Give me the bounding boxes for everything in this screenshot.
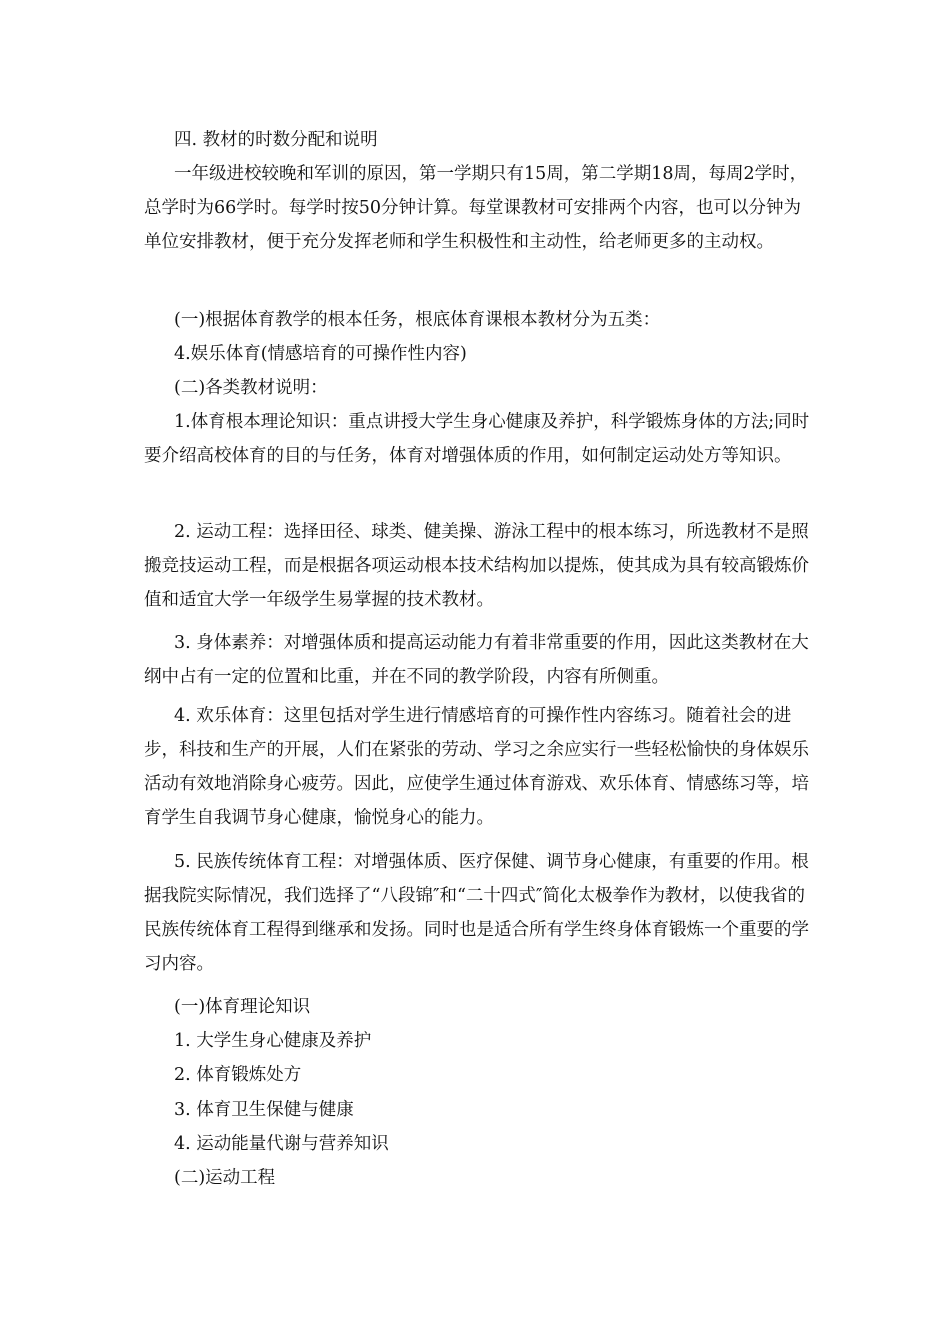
list-item: 3. 体育卫生保健与健康 [174, 1100, 354, 1120]
paragraph-schedule: 一年级进校较晚和军训的原因，第一学期只有15周，第二学期18周，每周2学时，总学时为66学时。每学时按50分钟计算。每堂课教材可安排两个内容，也可以分钟为单位安排教材，便于充分发挥老师和学生积极性和主动性，给老师更多的主动权。 [144, 164, 808, 252]
paragraph-item-4: 4. 欢乐体育：这里包括对学生进行情感培育的可操作性内容练习。随着社会的进步，科技和生产的开展，人们在紧张的劳动、学习之余应实行一些轻松愉快的身体娱乐活动有效地消除身心疲劳。因此，应使学生通过体育游戏、欢乐体育、情感练习等，培育学生自我调节身心健康，愉悦身心的能力。 [144, 706, 809, 828]
paragraph-item-5: 5. 民族传统体育工程：对增强体质、医疗保健、调节身心健康，有重要的作用。根据我院实际情况，我们选择了“八段锦″和“二十四式″简化太极拳作为教材，以使我省的民族传统体育工程得到继承和发扬。同时也是适合所有学生终身体育锻炼一个重要的学习内容。 [144, 852, 809, 974]
paragraph-entertainment: 4.娱乐体育(情感培育的可操作性内容) [174, 344, 467, 364]
list-item: 4. 运动能量代谢与营养知识 [174, 1134, 389, 1154]
section-heading: 四. 教材的时数分配和说明 [174, 130, 378, 150]
subheading-explanation: (二)各类教材说明： [174, 378, 328, 398]
paragraph-category-intro: (一)根据体育教学的根本任务，根底体育课根本教材分为五类： [174, 310, 661, 330]
paragraph-item-2: 2. 运动工程：选择田径、球类、健美操、游泳工程中的根本练习，所选教材不是照搬竞技运动工程，而是根据各项运动根本技术结构加以提炼，使其成为具有较高锻炼价值和适宜大学一年级学生易掌握的技术教材。 [144, 522, 809, 610]
paragraph-item-3: 3. 身体素养：对增强体质和提高运动能力有着非常重要的作用，因此这类教材在大纲中占有一定的位置和比重，并在不同的教学阶段，内容有所侧重。 [144, 633, 809, 687]
list-item: 2. 体育锻炼处方 [174, 1065, 302, 1085]
subheading-sports: (二)运动工程 [174, 1168, 276, 1188]
subheading-theory: (一)体育理论知识 [174, 997, 311, 1017]
paragraph-item-1: 1.体育根本理论知识：重点讲授大学生身心健康及养护，科学锻炼身体的方法;同时要介绍高校体育的目的与任务，体育对增强体质的作用，如何制定运动处方等知识。 [144, 412, 810, 466]
list-item: 1. 大学生身心健康及养护 [174, 1031, 372, 1051]
